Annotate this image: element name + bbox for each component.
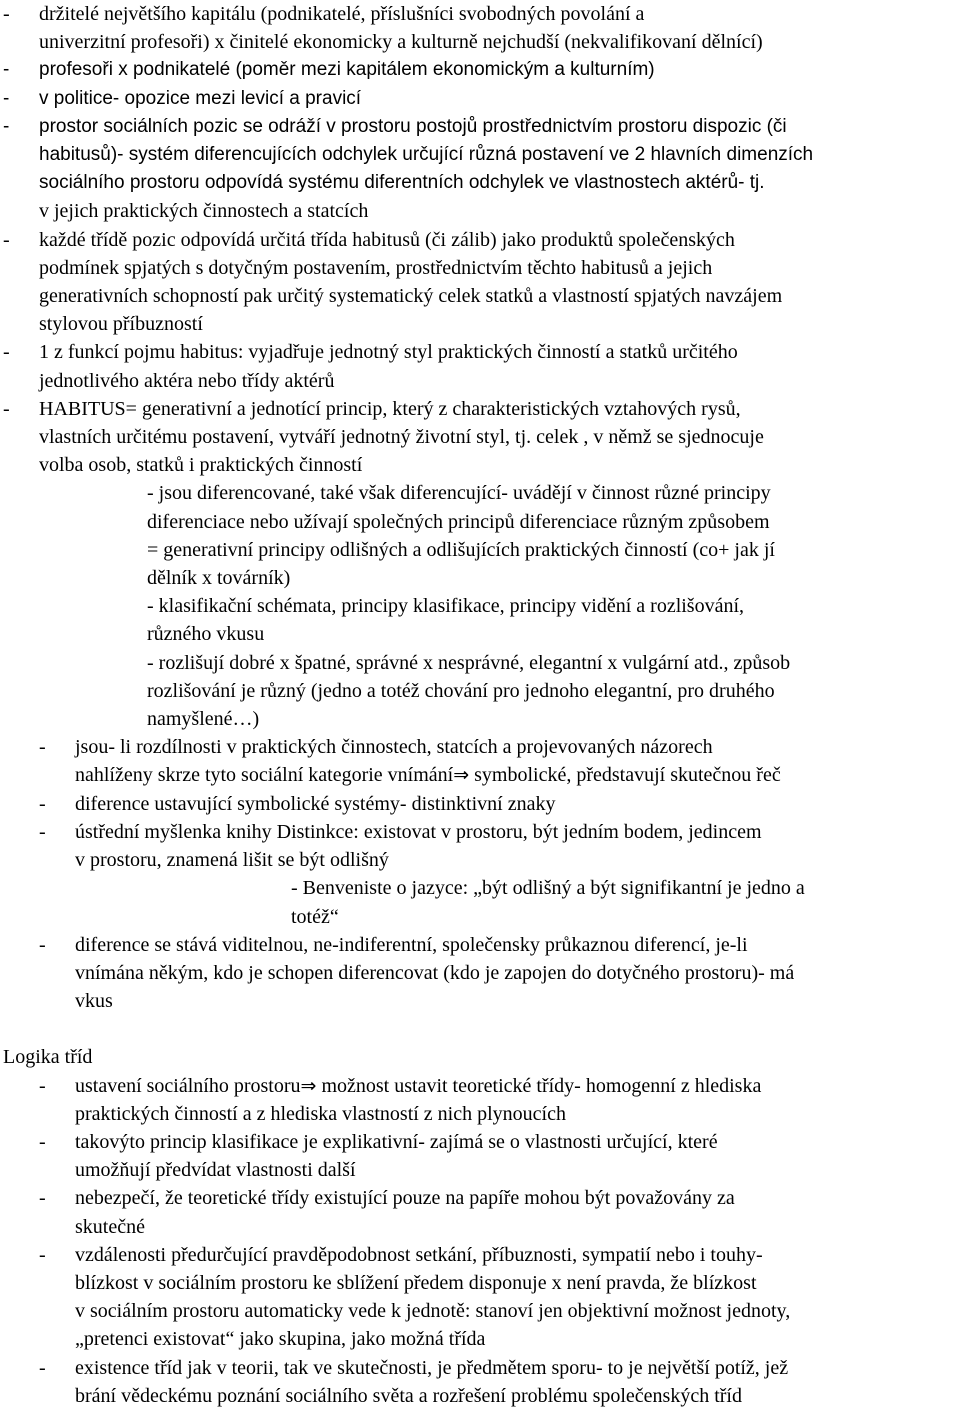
bullet-dash: - — [3, 228, 10, 251]
list-item — [0, 338, 960, 394]
list-item — [0, 113, 960, 198]
list-item-line: sociálního prostoru odpovídá systému diferentních odchylek ve vlastnostech aktérů- tj. — [39, 172, 765, 194]
list-item-line: v politice- opozice mezi levicí a pravicí — [39, 87, 362, 109]
list-item — [0, 931, 960, 1016]
list-item-line: jednotlivého aktéra nebo třídy aktérů — [39, 369, 335, 392]
bullet-dash: - — [39, 736, 46, 759]
list-item-line: prostor sociálních pozic se odráží v prostoru postojů prostřednictvím prostoru dispozic (či — [39, 115, 787, 137]
list-item-line: nahlíženy skrze tyto sociální kategorie vnímání⇒ symbolické, představují skutečnou řeč — [75, 764, 781, 787]
bullet-dash: - — [39, 1074, 46, 1097]
list-item-line: stylovou příbuzností — [39, 313, 203, 336]
implies-arrow-icon: ⇒ — [453, 764, 470, 787]
bullet-dash: - — [39, 933, 46, 956]
quote-block — [0, 874, 960, 930]
list-item-line: v prostoru, znamená lišit se být odlišný — [75, 849, 389, 872]
list-item-line: jsou- li rozdílnosti v praktických činnostech, statcích a projevovaných názorech — [75, 736, 713, 759]
list-item-line: volba osob, statků i praktických činností — [39, 454, 363, 477]
list-item — [0, 1354, 960, 1410]
sub-line: různého vkusu — [147, 623, 265, 646]
sub-line: diferenciace nebo užívají společných principů diferenciace různým způsobem — [147, 510, 770, 533]
quote-line: totéž“ — [291, 905, 339, 928]
list-item — [0, 226, 960, 339]
list-item-line: diference se stává viditelnou, ne-indiferentní, společensky průkaznou diferencí, je-li — [75, 933, 748, 956]
list-item-line: 1 z funkcí pojmu habitus: vyjadřuje jednotný styl praktických činností a statků určitého — [39, 341, 738, 364]
list-item — [0, 85, 960, 113]
bullet-dash: - — [3, 341, 10, 364]
sub-line: - jsou diferencované, také však diferencující- uvádějí v činnost různé principy — [147, 482, 771, 505]
bullet-dash: - — [39, 820, 46, 843]
list-item — [0, 1128, 960, 1184]
list-item-line: v sociálním prostoru automaticky vede k jednotě: stanoví jen objektivní možnost jednoty, — [75, 1300, 791, 1323]
list-item-line: „pretenci existovat“ jako skupina, jako možná třída — [75, 1328, 486, 1351]
sub-line: dělník x továrník) — [147, 567, 291, 590]
bullet-dash: - — [3, 397, 10, 420]
list-item-line: habitusů)- systém diferencujících odchylek určující různá postavení ve 2 hlavních dimenzích — [39, 144, 814, 166]
quote-line: - Benveniste o jazyce: „být odlišný a být signifikantní je jedno a — [291, 877, 805, 900]
list-item-line: nebezpečí, že teoretické třídy existující pouze na papíře mohou být považovány za — [75, 1187, 735, 1210]
bullet-dash: - — [39, 1187, 46, 1210]
bullet-dash: - — [39, 1130, 46, 1153]
list-item-line: brání vědeckému poznání sociálního světa a rozřešení problému společenských tříd — [75, 1384, 742, 1407]
list-item-line: skutečné — [75, 1215, 145, 1238]
list-item — [0, 790, 960, 818]
list-item — [0, 1184, 960, 1240]
sub-line: rozlišování je různý (jedno a totéž chování pro jednoho elegantní, pro druhého — [147, 679, 775, 702]
list-item-line: umožňují předvídat vlastnosti další — [75, 1159, 356, 1182]
sub-line: = generativní principy odlišných a odlišujících praktických činností (co+ jak jí — [147, 538, 775, 561]
section-heading: Logika tříd — [3, 1046, 93, 1069]
list-item-line: takovýto princip klasifikace je explikativní- zajímá se o vlastnosti určující, které — [75, 1130, 718, 1153]
sub-line: - rozlišují dobré x špatné, správné x nesprávné, elegantní x vulgární atd., způsob — [147, 651, 791, 674]
bullet-dash: - — [3, 3, 10, 25]
bullet-dash: - — [39, 1356, 46, 1379]
list-item — [0, 395, 960, 480]
list-item-line: existence tříd jak v teorii, tak ve skutečnosti, je předmětem sporu- to je největší potíž, jež — [75, 1356, 789, 1379]
list-item — [0, 56, 960, 84]
implies-arrow-icon: ⇒ — [300, 1074, 317, 1097]
bullet-dash: - — [3, 59, 10, 81]
list-item-line: univerzitní profesoři) x činitelé ekonomicky a kulturně nejchudší (nekvalifikovaní dělnící) — [39, 31, 763, 54]
list-item-line: praktických činností a z hlediska vlastností z nich plynoucích — [75, 1102, 566, 1125]
sub-line: - klasifikační schémata, principy klasifikace, principy vidění a rozlišování, — [147, 595, 745, 618]
list-item-line: vlastních určitému postavení, vytváří jednotný životní styl, tj. celek , v němž se sjednocuje — [39, 426, 764, 449]
list-item-line: vzdálenosti předurčující pravděpodobnost setkání, příbuznosti, sympatií nebo i touhy- — [75, 1243, 763, 1266]
list-item — [0, 733, 960, 789]
list-item — [0, 818, 960, 874]
list-item-line: blízkost v sociálním prostoru ke sblížení předem disponuje x není pravda, že blízkost — [75, 1271, 757, 1294]
list-item-line: vnímána někým, kdo je schopen diferencovat (kdo je zapojen do dotyčného prostoru)- má — [75, 961, 795, 984]
list-item-line: každé třídě pozic odpovídá určitá třída habitusů (či zálib) jako produktů společenských — [39, 228, 735, 251]
sub-line: namyšlené…) — [147, 708, 260, 731]
list-item — [0, 1072, 960, 1128]
continuation-text: v jejich praktických činnostech a statcích — [39, 200, 369, 223]
sub-paragraph — [0, 479, 960, 733]
bullet-dash: - — [39, 1243, 46, 1266]
list-item-line: profesoři x podnikatelé (poměr mezi kapitálem ekonomickým a kulturním) — [39, 59, 655, 81]
list-item-line: ústřední myšlenka knihy Distinkce: existovat v prostoru, být jedním bodem, jedincem — [75, 820, 762, 843]
bullet-dash: - — [3, 115, 10, 137]
bullet-dash: - — [39, 792, 46, 815]
bullet-dash: - — [3, 87, 10, 109]
list-item-line: ustavení sociálního prostoru⇒ možnost ustavit teoretické třídy- homogenní z hlediska — [75, 1074, 762, 1097]
list-item-line: držitelé největšího kapitálu (podnikatelé, příslušníci svobodných povolání a — [39, 3, 645, 25]
list-item-line: diference ustavující symbolické systémy- distinktivní znaky — [75, 792, 556, 815]
list-item-line: generativních schopností pak určitý systematický celek statků a vlastností spjatých navzájem — [39, 285, 783, 308]
list-item-line: podmínek spjatých s dotyčným postavením, prostřednictvím těchto habitusů a jejich — [39, 256, 713, 279]
list-item-line: HABITUS= generativní a jednotící princip, který z charakteristických vztahových rysů, — [39, 397, 741, 420]
list-item — [0, 1241, 960, 1354]
list-item-line: vkus — [75, 990, 113, 1013]
list-item — [0, 0, 960, 56]
